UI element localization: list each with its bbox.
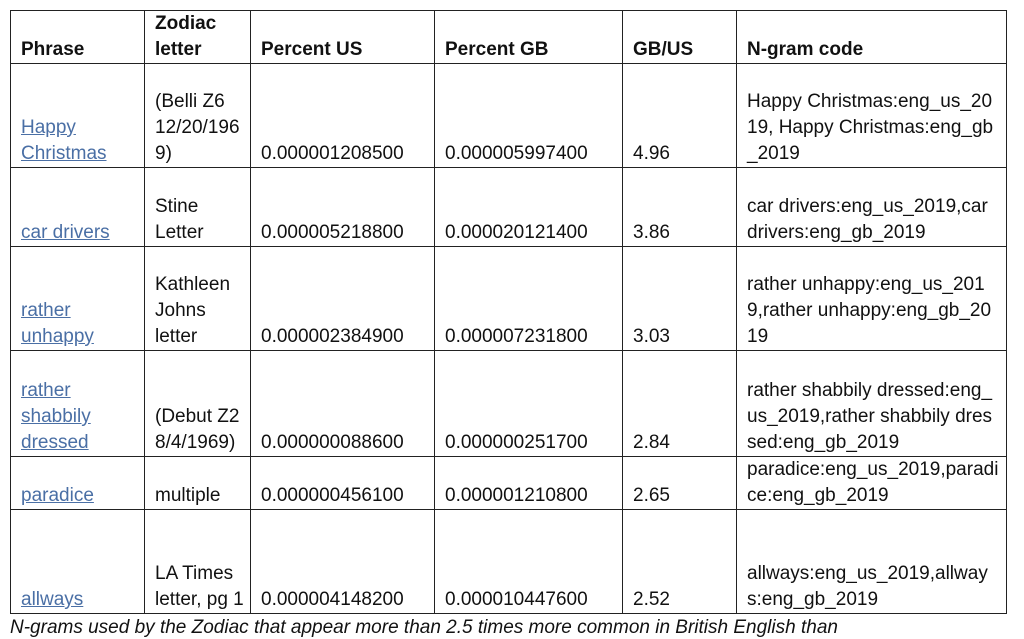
percent-us-cell: 0.000002384900 — [251, 247, 435, 351]
phrase-link[interactable]: rather unhappy — [21, 300, 94, 347]
percent-gb-cell: 0.000020121400 — [435, 168, 623, 247]
phrase-cell — [11, 351, 145, 457]
ngram-code-cell: paradice:eng_us_2019,paradice:eng_gb_2019 — [737, 457, 1007, 510]
ngram-code-cell: car drivers:eng_us_2019,car drivers:eng_gb_2019 — [737, 168, 1007, 247]
percent-gb-cell: 0.000005997400 — [435, 64, 623, 168]
zodiac-letter-cell: LA Times letter, pg 1 — [145, 510, 251, 614]
percent-us-cell: 0.000000088600 — [251, 351, 435, 457]
phrase-link[interactable]: paradice — [21, 485, 94, 506]
percent-us-cell: 0.000001208500 — [251, 64, 435, 168]
header-percent-us: Percent US — [251, 11, 435, 64]
percent-us-cell: 0.000005218800 — [251, 168, 435, 247]
table-row — [11, 247, 1007, 351]
zodiac-letter-cell: Kathleen Johns letter — [145, 247, 251, 351]
table-row — [11, 168, 1007, 247]
table-row — [11, 510, 1007, 614]
ngram-code-cell: rather unhappy:eng_us_2019,rather unhappy:eng_gb_2019 — [737, 247, 1007, 351]
header-gb-us-ratio: GB/US — [623, 11, 737, 64]
header-row — [11, 11, 1007, 64]
phrase-cell — [11, 510, 145, 614]
header-ngram-code: N-gram code — [737, 11, 1007, 64]
phrase-link[interactable]: car drivers — [21, 222, 110, 243]
header-zodiac-letter: Zodiac letter — [145, 11, 251, 64]
zodiac-letter-cell: multiple — [145, 457, 251, 510]
ratio-cell: 3.03 — [623, 247, 737, 351]
ratio-cell: 2.65 — [623, 457, 737, 510]
ratio-cell: 4.96 — [623, 64, 737, 168]
table-row — [11, 64, 1007, 168]
percent-us-cell: 0.000004148200 — [251, 510, 435, 614]
ngram-code-cell: allways:eng_us_2019,allways:eng_gb_2019 — [737, 510, 1007, 614]
ratio-cell: 2.84 — [623, 351, 737, 457]
header-percent-gb: Percent GB — [435, 11, 623, 64]
percent-gb-cell: 0.000010447600 — [435, 510, 623, 614]
phrase-cell — [11, 457, 145, 510]
ngram-code-cell: rather shabbily dressed:eng_us_2019,rather shabbily dressed:eng_gb_2019 — [737, 351, 1007, 457]
phrase-cell — [11, 168, 145, 247]
percent-gb-cell: 0.000000251700 — [435, 351, 623, 457]
header-phrase: Phrase — [11, 11, 145, 64]
ratio-cell: 3.86 — [623, 168, 737, 247]
table-row — [11, 351, 1007, 457]
ngram-table — [10, 10, 1007, 614]
phrase-link[interactable]: Happy Christmas — [21, 117, 107, 164]
percent-gb-cell: 0.000007231800 — [435, 247, 623, 351]
ngram-code-cell: Happy Christmas:eng_us_2019, Happy Christmas:eng_gb_2019 — [737, 64, 1007, 168]
zodiac-letter-cell: (Belli Z6 12/20/1969) — [145, 64, 251, 168]
ratio-cell: 2.52 — [623, 510, 737, 614]
phrase-cell — [11, 64, 145, 168]
phrase-cell — [11, 247, 145, 351]
percent-gb-cell: 0.000001210800 — [435, 457, 623, 510]
zodiac-letter-cell: (Debut Z2 8/4/1969) — [145, 351, 251, 457]
zodiac-letter-cell: Stine Letter — [145, 168, 251, 247]
footnote-caption: N-grams used by the Zodiac that appear more than 2.5 times more common in British English than — [10, 617, 838, 638]
table-row — [11, 457, 1007, 510]
percent-us-cell: 0.000000456100 — [251, 457, 435, 510]
phrase-link[interactable]: rather shabbily dressed — [21, 380, 91, 453]
phrase-link[interactable]: allways — [21, 589, 84, 610]
